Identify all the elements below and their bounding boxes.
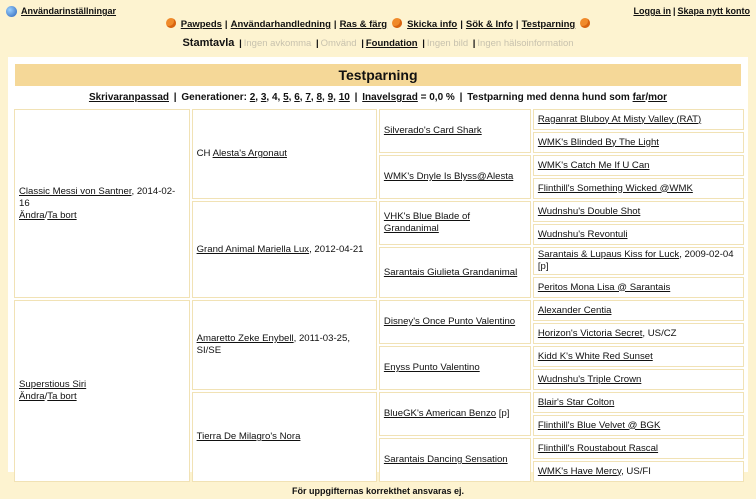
subnav-foundation[interactable]: Foundation	[365, 38, 418, 49]
ancestor-link[interactable]: Flinthill's Something Wicked @WMK	[537, 182, 693, 194]
ancestor-link[interactable]: Tierra De Milagro's Nora	[196, 431, 301, 442]
ancestor-link[interactable]: Wudnshu's Revontuli	[537, 228, 628, 240]
footer-disclaimer: För uppgifternas korrekthet ansvaras ej.	[291, 486, 465, 496]
ancestor-link[interactable]: WMK's Have Mercy	[537, 465, 622, 477]
pedigree-cell	[379, 109, 531, 153]
ancestor-link[interactable]: VHK's Blue Blade of Grandanimal	[383, 211, 470, 234]
user-settings-link[interactable]: Användarinställningar	[21, 6, 117, 16]
generation-link[interactable]: 8	[316, 92, 323, 103]
pedigree-cell	[379, 346, 531, 390]
paw-icon	[580, 18, 590, 28]
ancestor-link[interactable]: Blair's Star Colton	[537, 396, 615, 408]
pedigree-cell	[379, 201, 531, 245]
ancestor-link[interactable]: Kidd K's White Red Sunset	[537, 350, 653, 362]
generation-link[interactable]: 7	[305, 92, 311, 103]
paw-icon	[392, 18, 402, 28]
pedigree-cell: BlueGK's American Benzo [p]	[379, 392, 531, 436]
ancestor-link[interactable]: Alexander Centia	[537, 304, 612, 316]
paw-icon	[166, 18, 176, 28]
pedigree-cell	[533, 277, 744, 298]
pedigree-cell	[533, 132, 744, 153]
ancestor-link[interactable]: Enyss Punto Valentino	[383, 362, 480, 373]
pedigree-cell: WMK's Have Mercy, US/FI	[533, 461, 744, 482]
testmating-label: Testparning med denna hund som	[467, 92, 630, 103]
ancestor-link[interactable]: Disney's Once Punto Valentino	[383, 316, 516, 327]
nav-search-info[interactable]: Sök & Info	[465, 19, 513, 30]
pedigree-cell	[379, 155, 531, 199]
pedigree-cell	[192, 392, 377, 482]
globe-icon	[6, 6, 17, 17]
ancestor-link[interactable]: Flinthill's Roustabout Rascal	[537, 442, 659, 454]
pedigree-cell: Sarantais & Lupaus Kiss for Luck, 2009-02-04 [p]	[533, 247, 744, 275]
dam-edit-link[interactable]: Ändra	[19, 391, 45, 402]
ancestor-link[interactable]: Alesta's Argonaut	[212, 148, 287, 159]
generation-link[interactable]: 10	[338, 92, 350, 103]
ancestor-link[interactable]: Wudnshu's Triple Crown	[537, 373, 642, 385]
sire-cell: Classic Messi von Santner, 2014-02-16 Ändra/Ta bort	[14, 109, 190, 298]
pedigree-cell	[533, 178, 744, 199]
ancestor-link[interactable]: Grand Animal Mariella Lux	[196, 243, 310, 255]
nav-pawpeds[interactable]: Pawpeds	[180, 19, 222, 30]
printer-friendly-link[interactable]: Skrivaranpassad	[88, 92, 169, 103]
pedigree-options: Skrivaranpassad | Generationer: 2, 3, 4, 5, 6, 7, 8, 9, 10 | Inavelsgrad = 0,0 % | Testparning med denna hund som far/mor	[88, 92, 668, 103]
sire-date: , 2014-02-16	[19, 185, 176, 209]
pedigree-panel	[8, 57, 748, 477]
pedigree-cell	[533, 392, 744, 413]
ancestor-link[interactable]: Sarantais Dancing Sensation	[383, 454, 508, 465]
inbreeding-link[interactable]: Inavelsgrad	[362, 92, 418, 103]
nav-testmating[interactable]: Testparning	[521, 19, 576, 30]
generation-link[interactable]: 2	[249, 92, 256, 103]
ancestor-link[interactable]: Horizon's Victoria Secret	[537, 327, 643, 339]
as-dam-link[interactable]: mor	[648, 92, 668, 103]
pedigree-cell: Horizon's Victoria Secret, US/CZ	[533, 323, 744, 344]
generation-link[interactable]: 5	[283, 92, 289, 103]
ancestor-link[interactable]: Amaretto Zeke Enybell	[196, 333, 294, 344]
subnav-no-health-info: Ingen hälsoinformation	[477, 38, 574, 49]
generations-label: Generationer:	[181, 92, 247, 103]
pedigree-cell	[379, 438, 531, 482]
pedigree-table	[12, 107, 746, 484]
as-sire-link[interactable]: far	[632, 92, 646, 103]
dam-link[interactable]: Superstious Siri	[19, 379, 87, 390]
ancestor-link[interactable]: Sarantais & Lupaus Kiss for Luck	[537, 249, 680, 260]
ancestor-link[interactable]: Silverado's Card Shark	[383, 125, 482, 136]
pedigree-cell	[533, 346, 744, 367]
pedigree-cell: CH Alesta's Argonaut	[192, 109, 377, 199]
ancestor-link[interactable]: WMK's Catch Me If U Can	[537, 159, 650, 171]
ancestor-link[interactable]: Wudnshu's Double Shot	[537, 205, 641, 217]
ancestor-link[interactable]: Flinthill's Blue Velvet @ BGK	[537, 419, 661, 431]
account-links	[633, 6, 750, 16]
ancestor-link[interactable]: WMK's Dnyle Is Blyss@Alesta	[383, 171, 514, 182]
ancestor-link[interactable]: BlueGK's American Benzo	[383, 408, 497, 419]
dam-cell: Superstious Siri Ändra/Ta bort	[14, 300, 190, 482]
pedigree-cell	[533, 438, 744, 459]
pedigree-cell	[533, 415, 744, 436]
sub-nav: Stamtavla | Ingen avkomma | Omvänd | Foundation | Ingen bild | Ingen hälsoinformation	[182, 37, 574, 49]
nav-breed-color[interactable]: Ras & färg	[339, 19, 388, 30]
sire-link[interactable]: Classic Messi von Santner	[19, 185, 132, 197]
pedigree-cell	[379, 300, 531, 344]
main-nav: Pawpeds | Användarhandledning | Ras & färg Skicka info | Sök & Info | Testparning	[0, 18, 756, 30]
generation-link[interactable]: 3	[260, 92, 267, 103]
pedigree-cell	[533, 369, 744, 390]
pedigree-cell	[379, 247, 531, 298]
create-account-link[interactable]: Skapa nytt konto	[677, 6, 750, 16]
ancestor-link[interactable]: Peritos Mona Lisa @ Sarantais	[537, 281, 671, 293]
sire-remove-link[interactable]: Ta bort	[47, 209, 77, 221]
pedigree-cell	[533, 155, 744, 176]
subnav-current-pedigree: Stamtavla	[182, 37, 235, 49]
generation-link[interactable]: 9	[327, 92, 334, 103]
pedigree-cell	[533, 300, 744, 321]
ancestor-link[interactable]: Sarantais Giulieta Grandanimal	[383, 266, 518, 278]
pedigree-cell: Grand Animal Mariella Lux, 2012-04-21	[192, 201, 377, 298]
pedigree-cell: Amaretto Zeke Enybell, 2011-03-25, SI/SE	[192, 300, 377, 390]
nav-send-info[interactable]: Skicka info	[407, 19, 458, 30]
generation-link[interactable]: 6	[294, 92, 300, 103]
ancestor-link[interactable]: Raganrat Bluboy At Misty Valley (RAT)	[537, 113, 702, 125]
page-title: Testparning	[15, 64, 741, 86]
nav-user-guide[interactable]: Användarhandledning	[230, 19, 331, 30]
generation-current: 4	[271, 92, 278, 103]
dam-remove-link[interactable]: Ta bort	[47, 391, 77, 402]
login-link[interactable]: Logga in	[633, 6, 671, 16]
pedigree-cell	[533, 201, 744, 222]
sire-edit-link[interactable]: Ändra	[19, 209, 45, 221]
ancestor-link[interactable]: WMK's Blinded By The Light	[537, 136, 659, 148]
pedigree-cell	[533, 109, 744, 130]
pedigree-cell	[533, 224, 744, 245]
separator: |	[672, 6, 676, 16]
subnav-reverse: Omvänd	[320, 38, 357, 49]
subnav-no-offspring: Ingen avkomma	[243, 38, 312, 49]
subnav-no-image: Ingen bild	[426, 38, 469, 49]
inbreeding-value: = 0,0 %	[420, 92, 455, 103]
